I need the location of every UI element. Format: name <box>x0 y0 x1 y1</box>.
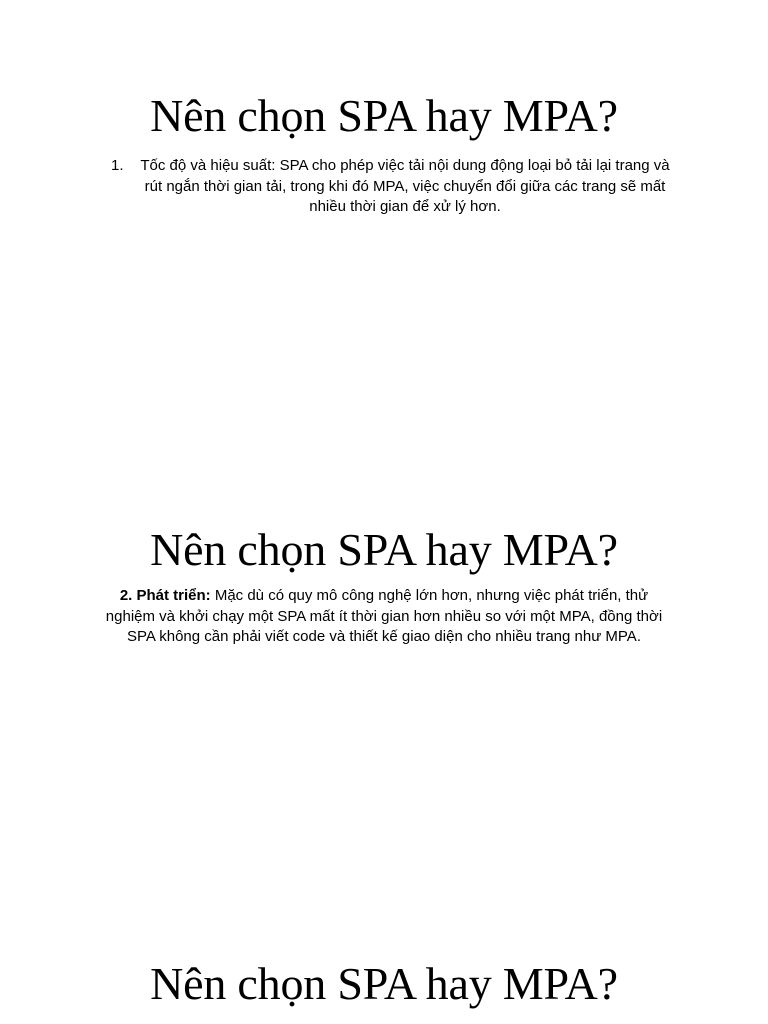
slide-body <box>97 156 671 218</box>
list-item-text: Mặc dù có quy mô công nghệ lớn hơn, nhưng việc phát triển, thử nghiệm và khởi chạy một SPA mất ít thời gian hơn nhiều so với một MPA, đồng thời SPA không cần phải viết code và thiết kế giao diện cho nhiều trang như MPA. <box>105 587 663 646</box>
slide-body <box>99 586 669 648</box>
list-item-number: 1. <box>111 157 124 175</box>
slide-2 <box>0 522 768 648</box>
slide-title: Nên chọn SPA hay MPA? <box>150 958 618 1009</box>
list-item-text: Tốc độ và hiệu suất: SPA cho phép việc tải nội dung động loại bỏ tải lại trang và rút ngắn thời gian tải, trong khi đó MPA, việc chuyển đổi giữa các trang sẽ mất nhiều thời gian để xử lý hơn. <box>140 157 670 216</box>
slide-title: Nên chọn SPA hay MPA? <box>150 524 618 575</box>
list-item-lead: 2. Phát triển: <box>119 587 211 605</box>
slide-1 <box>0 88 768 218</box>
slide-3 <box>0 956 768 1011</box>
slide-title: Nên chọn SPA hay MPA? <box>150 90 618 141</box>
